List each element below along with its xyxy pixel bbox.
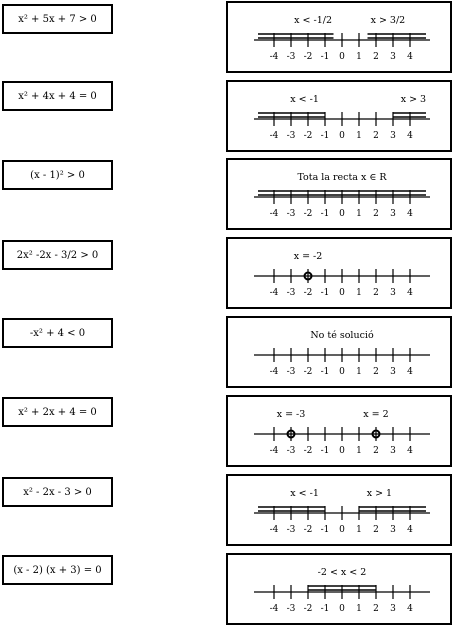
tick-label: -4: [269, 604, 279, 614]
tick-label: 4: [407, 604, 413, 614]
tick-label: 4: [407, 367, 413, 377]
tick-label: -3: [286, 52, 296, 62]
tick-label: 1: [356, 367, 362, 377]
solution-card-5[interactable]: [226, 316, 452, 388]
equation-text: (x - 2) (x + 3) = 0: [13, 564, 102, 576]
tick-label: -3: [286, 131, 296, 141]
solution-label: Tota la recta x ∈ R: [297, 172, 387, 183]
number-line: [228, 3, 450, 71]
tick-label: -3: [286, 288, 296, 298]
number-line: [228, 82, 450, 150]
tick-label: 1: [356, 52, 362, 62]
tick-label: -4: [269, 367, 279, 377]
tick-label: 0: [339, 367, 345, 377]
tick-label: -2: [303, 525, 313, 535]
solution-card-3[interactable]: [226, 158, 452, 230]
equation-text: (x - 1)² > 0: [30, 169, 85, 181]
solution-label: x = -3: [276, 409, 306, 420]
tick-label: 4: [407, 525, 413, 535]
solution-card-8[interactable]: [226, 553, 452, 625]
solution-label: -2 < x < 2: [317, 567, 367, 578]
solution-label: x > 1: [366, 488, 393, 499]
tick-label: 3: [390, 525, 396, 535]
number-line: [228, 239, 450, 307]
tick-label: -2: [303, 367, 313, 377]
equation-card-2[interactable]: [2, 81, 113, 111]
tick-label: 0: [339, 52, 345, 62]
tick-label: 0: [339, 446, 345, 456]
tick-label: 4: [407, 209, 413, 219]
tick-label: -2: [303, 604, 313, 614]
tick-label: 3: [390, 446, 396, 456]
equation-text: x² - 2x - 3 > 0: [23, 486, 92, 498]
tick-label: 4: [407, 131, 413, 141]
tick-label: -1: [320, 604, 330, 614]
solution-card-2[interactable]: [226, 80, 452, 152]
tick-label: 2: [373, 525, 379, 535]
equation-card-8[interactable]: [2, 555, 113, 585]
tick-label: 4: [407, 288, 413, 298]
tick-label: 2: [373, 209, 379, 219]
solution-label: x < -1: [290, 488, 319, 499]
tick-label: -3: [286, 604, 296, 614]
solution-label: x > 3: [400, 94, 427, 105]
tick-label: -2: [303, 446, 313, 456]
solution-card-1[interactable]: [226, 1, 452, 73]
number-line: [228, 555, 450, 623]
tick-label: 2: [373, 288, 379, 298]
tick-label: -1: [320, 209, 330, 219]
equation-text: -x² + 4 < 0: [29, 327, 86, 339]
equation-text: x² + 2x + 4 = 0: [18, 406, 97, 418]
tick-label: 2: [373, 604, 379, 614]
solution-label: x < -1/2: [294, 15, 333, 26]
tick-label: -1: [320, 446, 330, 456]
number-line: [228, 160, 450, 228]
tick-label: 3: [390, 604, 396, 614]
tick-label: 1: [356, 288, 362, 298]
equation-text: x² + 5x + 7 > 0: [18, 13, 97, 25]
solution-label: x < -1: [290, 94, 319, 105]
tick-label: -1: [320, 525, 330, 535]
tick-label: 3: [390, 367, 396, 377]
tick-label: 2: [373, 131, 379, 141]
number-line: [228, 397, 450, 465]
tick-label: -2: [303, 52, 313, 62]
tick-label: -3: [286, 367, 296, 377]
tick-label: 2: [373, 52, 379, 62]
tick-label: 1: [356, 446, 362, 456]
tick-label: -4: [269, 209, 279, 219]
tick-label: 4: [407, 52, 413, 62]
solution-card-4[interactable]: [226, 237, 452, 309]
tick-label: 0: [339, 288, 345, 298]
tick-label: 1: [356, 525, 362, 535]
tick-label: 4: [407, 446, 413, 456]
tick-label: -4: [269, 525, 279, 535]
tick-label: -1: [320, 131, 330, 141]
equation-card-3[interactable]: [2, 160, 113, 190]
number-line: [228, 318, 450, 386]
equation-text: 2x² -2x - 3/2 > 0: [16, 249, 99, 261]
tick-label: -2: [303, 131, 313, 141]
tick-label: 2: [373, 367, 379, 377]
tick-label: -4: [269, 52, 279, 62]
tick-label: 3: [390, 131, 396, 141]
equation-card-4[interactable]: [2, 240, 113, 270]
solution-card-6[interactable]: [226, 395, 452, 467]
tick-label: -3: [286, 446, 296, 456]
tick-label: 0: [339, 209, 345, 219]
tick-label: 0: [339, 525, 345, 535]
solution-card-7[interactable]: [226, 474, 452, 546]
solution-label: x > 3/2: [370, 15, 406, 26]
solution-label: No té solució: [310, 330, 374, 341]
tick-label: 1: [356, 209, 362, 219]
number-line: [228, 476, 450, 544]
tick-label: -3: [286, 525, 296, 535]
tick-label: -4: [269, 288, 279, 298]
tick-label: 0: [339, 604, 345, 614]
equation-card-7[interactable]: [2, 477, 113, 507]
tick-label: -4: [269, 131, 279, 141]
equation-card-6[interactable]: [2, 397, 113, 427]
tick-label: 3: [390, 52, 396, 62]
tick-label: 1: [356, 131, 362, 141]
tick-label: 0: [339, 131, 345, 141]
tick-label: -2: [303, 288, 313, 298]
tick-label: -2: [303, 209, 313, 219]
tick-label: -4: [269, 446, 279, 456]
equation-card-5[interactable]: [2, 318, 113, 348]
solution-label: x = -2: [293, 251, 323, 262]
equation-text: x² + 4x + 4 = 0: [18, 90, 97, 102]
tick-label: 3: [390, 288, 396, 298]
tick-label: 2: [373, 446, 379, 456]
solution-label: x = 2: [363, 409, 389, 420]
tick-label: -1: [320, 52, 330, 62]
tick-label: 3: [390, 209, 396, 219]
tick-label: 1: [356, 604, 362, 614]
equation-card-1[interactable]: [2, 4, 113, 34]
tick-label: -3: [286, 209, 296, 219]
tick-label: -1: [320, 288, 330, 298]
tick-label: -1: [320, 367, 330, 377]
